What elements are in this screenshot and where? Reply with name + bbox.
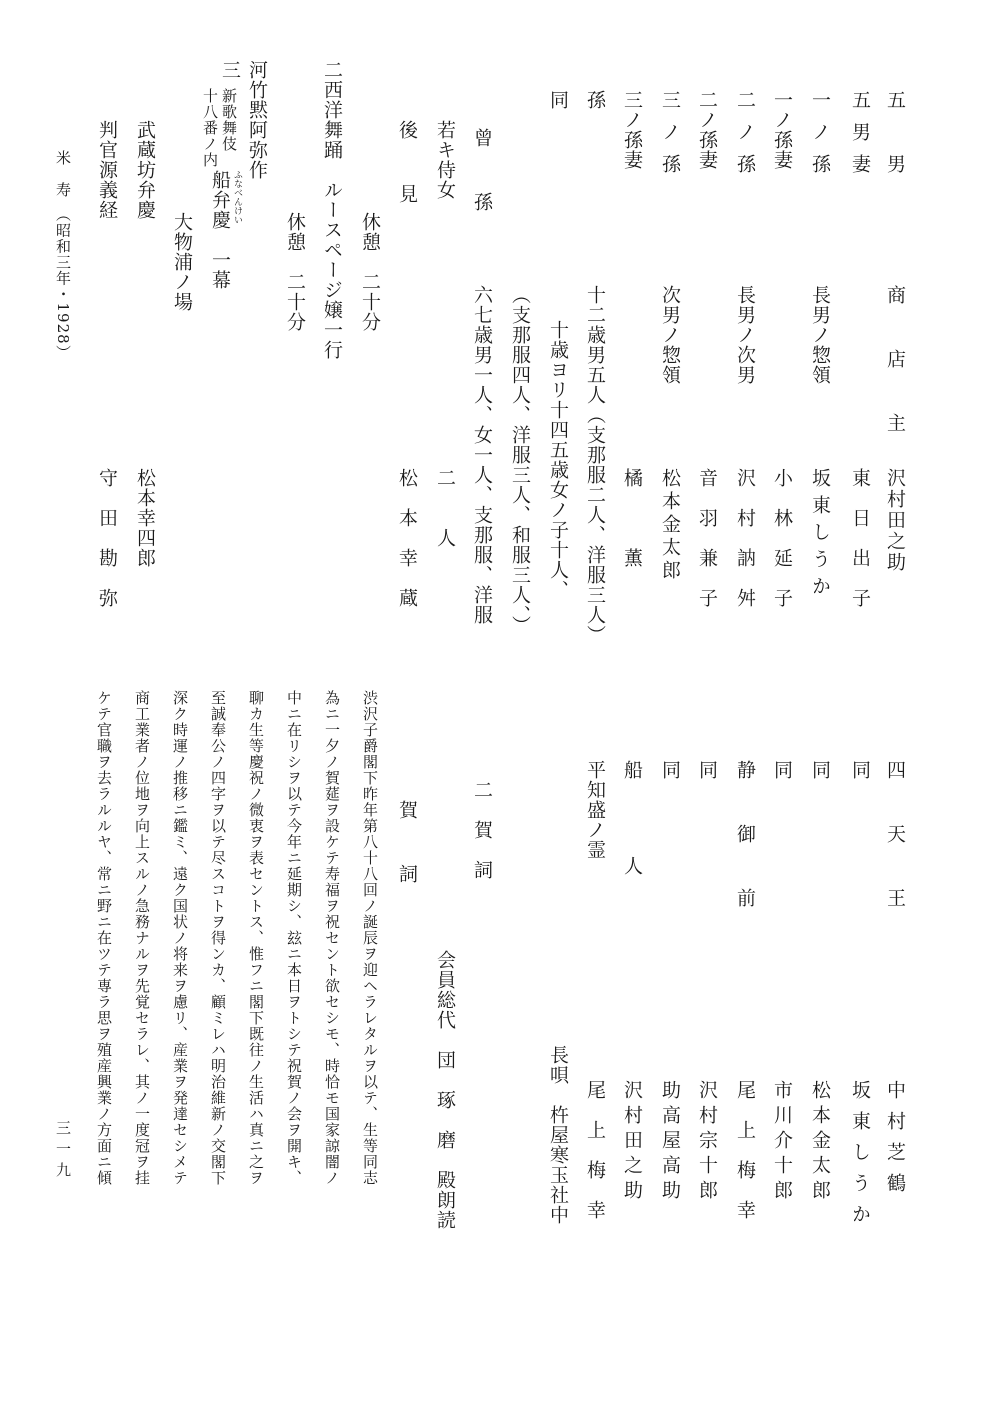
role-label: 船 人 [621,760,643,888]
actor-name: 坂東しうか [849,1080,871,1235]
role-label: 同 [547,90,569,110]
actor-name: 尾 上 梅 幸 [734,1080,756,1220]
congrat-text-line: 深ク時運ノ推移ニ鑑ミ、遠ク国状ノ将来ヲ慮リ、産業ヲ発達セシメテ [171,690,189,1186]
role-label: 五 男 [884,90,906,186]
play-title: 船弁慶 一幕 [209,170,231,290]
section-title: 二 賀 詞 [471,780,493,880]
role-description: 六七歳男一人、女一人、支那服、洋服 [471,285,493,625]
role-label: 同 [849,760,871,780]
actor-name: 橘 薫 [621,468,643,568]
role-description: 長男ノ次男 [734,285,756,385]
scene-name: 大物浦ノ場 [171,212,193,312]
role-label: 二ノ孫 [734,90,756,186]
page-number: 三一九 [54,1120,72,1183]
role-label: 二ノ孫妻 [696,90,718,170]
actor-name: 音 羽 兼 子 [696,468,718,608]
role-label: 判官源義経 [96,120,118,220]
actor-name: 二 人 [434,468,456,548]
role-label: 平知盛ノ霊 [584,760,606,860]
play-title-block [200,60,240,300]
role-label: 三ノ孫妻 [621,90,643,170]
playwright-credit: 河竹黙阿弥作 [246,60,268,180]
page-header: 米 寿 （昭和三年・1928） [54,150,72,361]
actor-name: 松 本 幸 蔵 [396,468,418,608]
role-label: 孫 [584,90,606,110]
actor-name: 助高屋高助 [659,1080,681,1205]
role-label: 同 [696,760,718,780]
actor-name: 坂東しうか [809,468,831,603]
actor-name: 尾 上 梅 幸 [584,1080,606,1220]
role-description: 商 店 主 [884,285,906,445]
role-description: 十二歳男五人（支那服二人、洋服三人） [584,285,606,645]
role-description: （支那服四人、洋服三人、和服三人、） [509,285,531,636]
actor-name: 松本金太郎 [659,468,681,583]
play-series: 新歌舞伎 [220,88,238,152]
intermission-note: 休憩 二十分 [359,212,381,332]
actor-name: 東 日 出 子 [849,468,871,608]
role-label: 後 見 [396,120,418,216]
nagauta-credit: 長唄 杵屋寒玉社中 [547,1045,569,1225]
role-label: 同 [771,760,793,780]
congrat-text-line: 中ニ在リシヲ以テ今年ニ延期シ、玆ニ本日ヲトシテ祝賀ノ会ヲ開キ、 [285,690,303,1186]
congrat-text-line: 商工業者ノ位地ヲ向上スルノ急務ナルヲ先覚セラレ、其ノ一度冠ヲ挂 [133,690,151,1186]
role-description: 次男ノ惣領 [659,285,681,385]
congrat-text-line: 聊カ生等慶祝ノ微衷ヲ表セントス、惟フニ閣下既往ノ生活ハ真ニ之ヲ [247,690,265,1186]
role-label: 静 御 前 [734,760,756,920]
reader-credit: 会員総代 団 琢 磨 殿朗読 [434,950,456,1230]
intermission-note: 休憩 二十分 [284,212,306,332]
role-label: 四 天 王 [884,760,906,920]
role-label: 同 [809,760,831,780]
dance-program-title: 二西洋舞踊 ルースページ嬢一行 [321,60,343,360]
role-label: 一ノ孫妻 [771,90,793,170]
role-label: 曾 孫 [471,128,493,224]
role-label: 若キ侍女 [434,120,456,200]
congrat-text-line: 渋沢子爵閣下昨年第八十八回ノ誕辰ヲ迎ヘラレタルヲ以テ、生等同志 [361,690,379,1186]
role-label: 武蔵坊弁慶 [134,120,156,220]
play-series: 十八番ノ内 [201,88,219,168]
congrat-title: 賀 詞 [396,800,418,896]
actor-name: 沢村田之助 [884,468,906,573]
actor-name: 沢 村 訥 舛 [734,468,756,608]
actor-name: 市川介十郎 [771,1080,793,1205]
congrat-text-line: 為ニ一夕ノ賀莚ヲ設ケテ寿福ヲ祝セント欲セシモ、時恰モ国家諒闇ノ [323,690,341,1186]
role-description: 長男ノ惣領 [809,285,831,385]
congrat-text-line: 至誠奉公ノ四字ヲ以テ尽スコトヲ得ンカ、顧ミレハ明治維新ノ交閣下 [209,690,227,1186]
actor-name: 松本幸四郎 [134,468,156,568]
actor-name: 松本金太郎 [809,1080,831,1205]
congrat-text-line: ケテ官職ヲ去ラルルヤ、常ニ野ニ在ツテ専ラ思ヲ殖産興業ノ方面ニ傾 [95,690,113,1186]
role-label: 同 [659,760,681,780]
actor-name: 沢村田之助 [621,1080,643,1205]
play-title-reading: ふなべんけい [232,170,242,224]
role-description: 十歳ヨリ十四五歳女ノ子十人、 [547,320,569,600]
role-label: 五男妻 [849,90,871,186]
actor-name: 沢村宗十郎 [696,1080,718,1205]
actor-name: 小 林 延 子 [771,468,793,608]
actor-name: 守 田 勘 弥 [96,468,118,608]
play-number: 三 [219,60,241,80]
role-label: 三ノ孫 [659,90,681,186]
role-label: 一ノ孫 [809,90,831,186]
actor-name: 中村芝鶴 [884,1080,906,1204]
